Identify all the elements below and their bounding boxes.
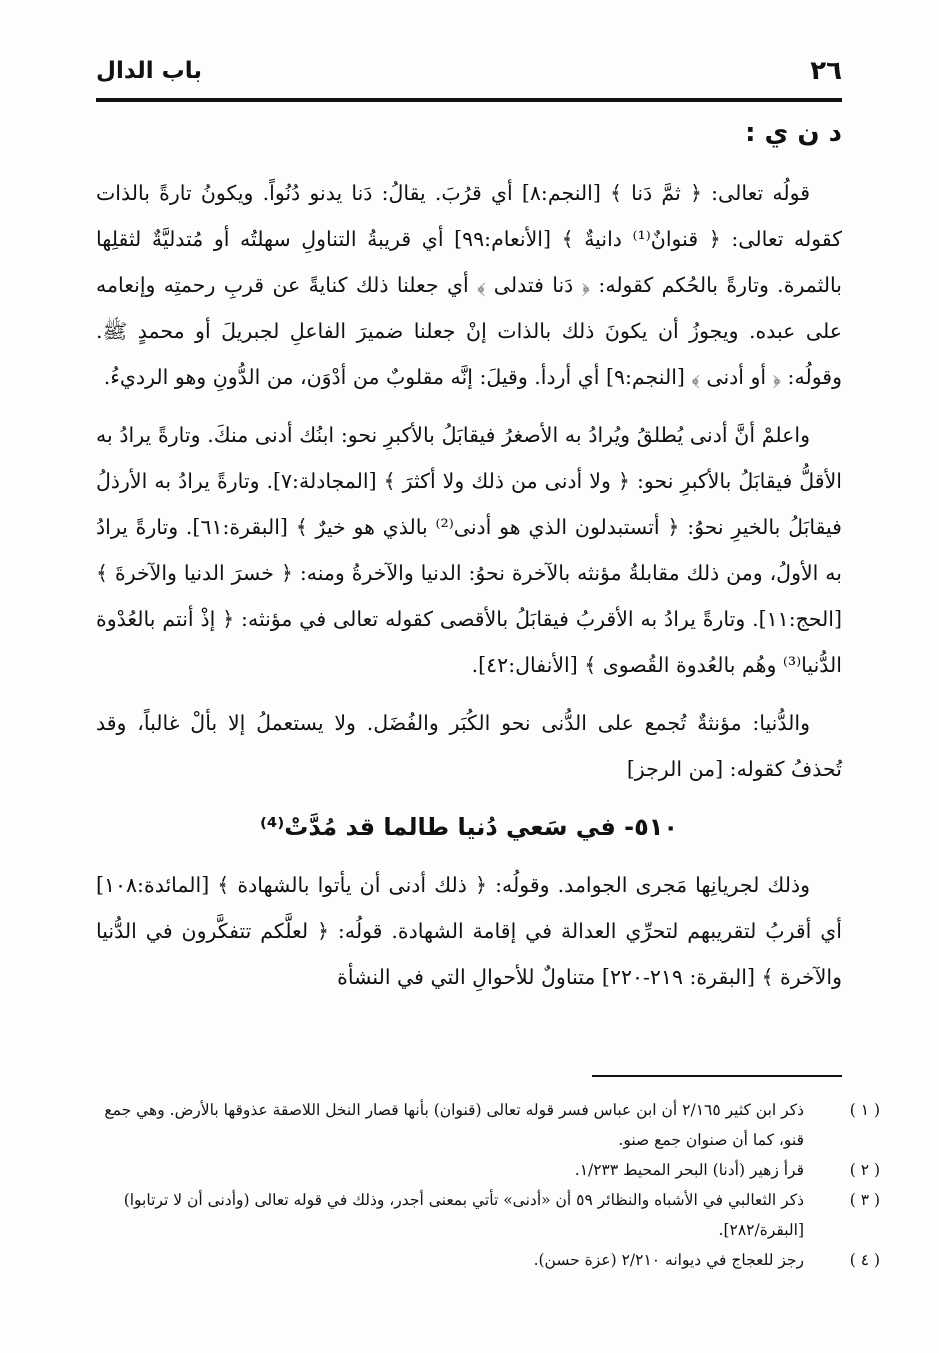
footnote-number: ( ٢ ) (849, 1161, 880, 1179)
footnote-text: ذكر الثعالبي في الأشباه والنظائر ٥٩ أن «أدنى» تأتي بمعنى أجدر، وذلك في قوله تعالى (وأدنى أن لا ترتابوا) [البقرة/٢٨٢]. (123, 1191, 804, 1239)
footnotes (96, 1095, 880, 1275)
verse-line: ٥١٠- في سَعي دُنيا طالما قد مُدَّتْ⁽⁴⁾ (259, 813, 679, 841)
footnote-number: ( ١ ) (849, 1101, 880, 1119)
footnote-text: قرأ زهير (أدنا) البحر المحيط ١/٢٣٣. (574, 1161, 804, 1179)
footnote (96, 1245, 880, 1275)
footnote-number: ( ٤ ) (849, 1251, 880, 1269)
main-text (96, 170, 842, 1012)
footnote-text: رجز للعجاج في ديوانه ٢/٢١٠ (عزة حسن). (533, 1251, 804, 1269)
footnote-number: ( ٣ ) (849, 1191, 880, 1209)
entry-heading: د ن ي : (745, 118, 842, 148)
paragraph: قولُه تعالى: ﴿ ثمَّ دَنا ﴾ [النجم:٨] أي قرُبَ. يقالُ: دَنا يدنو دُنُواً. ويكونُ تارةً بالذات كقوله تعالى: ﴿ قنوانٌ⁽¹⁾ دانيةٌ ﴾ [الأنعام:٩٩] أي قريبةُ التناولِ سهلتُه أو مُتدليَّةٌ لثقلِها بالثمرة. وتارةً بالحُكم كقوله: ﴿ دَنا فتدلى ﴾ أي جعلنا ذلك كنايةً عن قربِ رحمتِه وإنعامه على عبده. ويجوزُ أن يكونَ ذلك بالذات إنْ جعلنا ضميرَ الفاعلِ لجبريلَ أو محمدٍ ﷺ. وقولُه: ﴿ أو أدنى ﴾ [النجم:٩] أي أردأ. وقيلَ: إنَّه مقلوبٌ من أدْوَن، من الدُّونِ وهو الرديءُ. (96, 181, 842, 389)
footnote (96, 1155, 880, 1185)
paragraph: واعلمْ أنَّ أدنى يُطلقُ ويُرادُ به الأصغرُ فيقابَلُ بالأكبرِ نحو: ابنُك أدنى منكَ. وتارةً يرادُ به الأقلُّ فيقابَلُ بالأكبرِ نحو: ﴿ ولا أدنى من ذلك ولا أكثرَ ﴾ [المجادلة:٧]. وتارةً يرادُ به الأرذلُ فيقابَلُ بالخيرِ نحوُ: ﴿ أتستبدلون الذي هو أدنى⁽²⁾ بالذي هو خيرٌ ﴾ [البقرة:٦١]. وتارةً يرادُ به الأولُ، ومن ذلك مقابلةُ مؤنثه بالآخرة نحوُ: الدنيا والآخرةُ ومنه: ﴿ خسرَ الدنيا والآخرةَ ﴾ [الحج:١١]. وتارةً يرادُ به الأقربُ فيقابَلُ بالأقصى كقوله تعالى في مؤنثه: ﴿ إذْ أنتم بالعُدْوة الدُّنيا⁽³⁾ وهُم بالعُدوة القُصوى ﴾ [الأنفال:٤٢]. (96, 423, 842, 677)
footnote-divider (592, 1075, 842, 1077)
footnote-text: ذكر ابن كثير ٢/١٦٥ أن ابن عباس فسر قوله تعالى (قنوان) بأنها قصار النخل اللاصقة عذوقها بالأرض. وهي جمع قنو، كما أن صنوان جمع صنو. (104, 1101, 804, 1149)
footnote (96, 1095, 880, 1155)
paragraph: والدُّنيا: مؤنثةٌ تُجمع على الدُّنى نحو الكُبَر والفُضَل. ولا يستعملُ إلا بألْ غالباً، وقد تُحذفُ كقوله: [من الرجز] (96, 711, 842, 781)
paragraph: وذلك لجريانِها مَجرى الجوامد. وقولُه: ﴿ ذلك أدنى أن يأتوا بالشهادة ﴾ [المائدة:١٠٨] أي أقربُ لتقريبهم لتحرِّي العدالة في إقامة الشهادة. قولُه: ﴿ لعلَّكم تتفكَّرون في الدُّنيا والآخرة ﴾ [البقرة: ٢١٩-٢٢٠] متناولٌ للأحوالِ التي في النشأة (96, 873, 842, 989)
running-header (96, 54, 842, 102)
page-number: ٢٦ (810, 56, 842, 86)
footnote (96, 1185, 880, 1245)
section-title: باب الدال (96, 58, 203, 84)
